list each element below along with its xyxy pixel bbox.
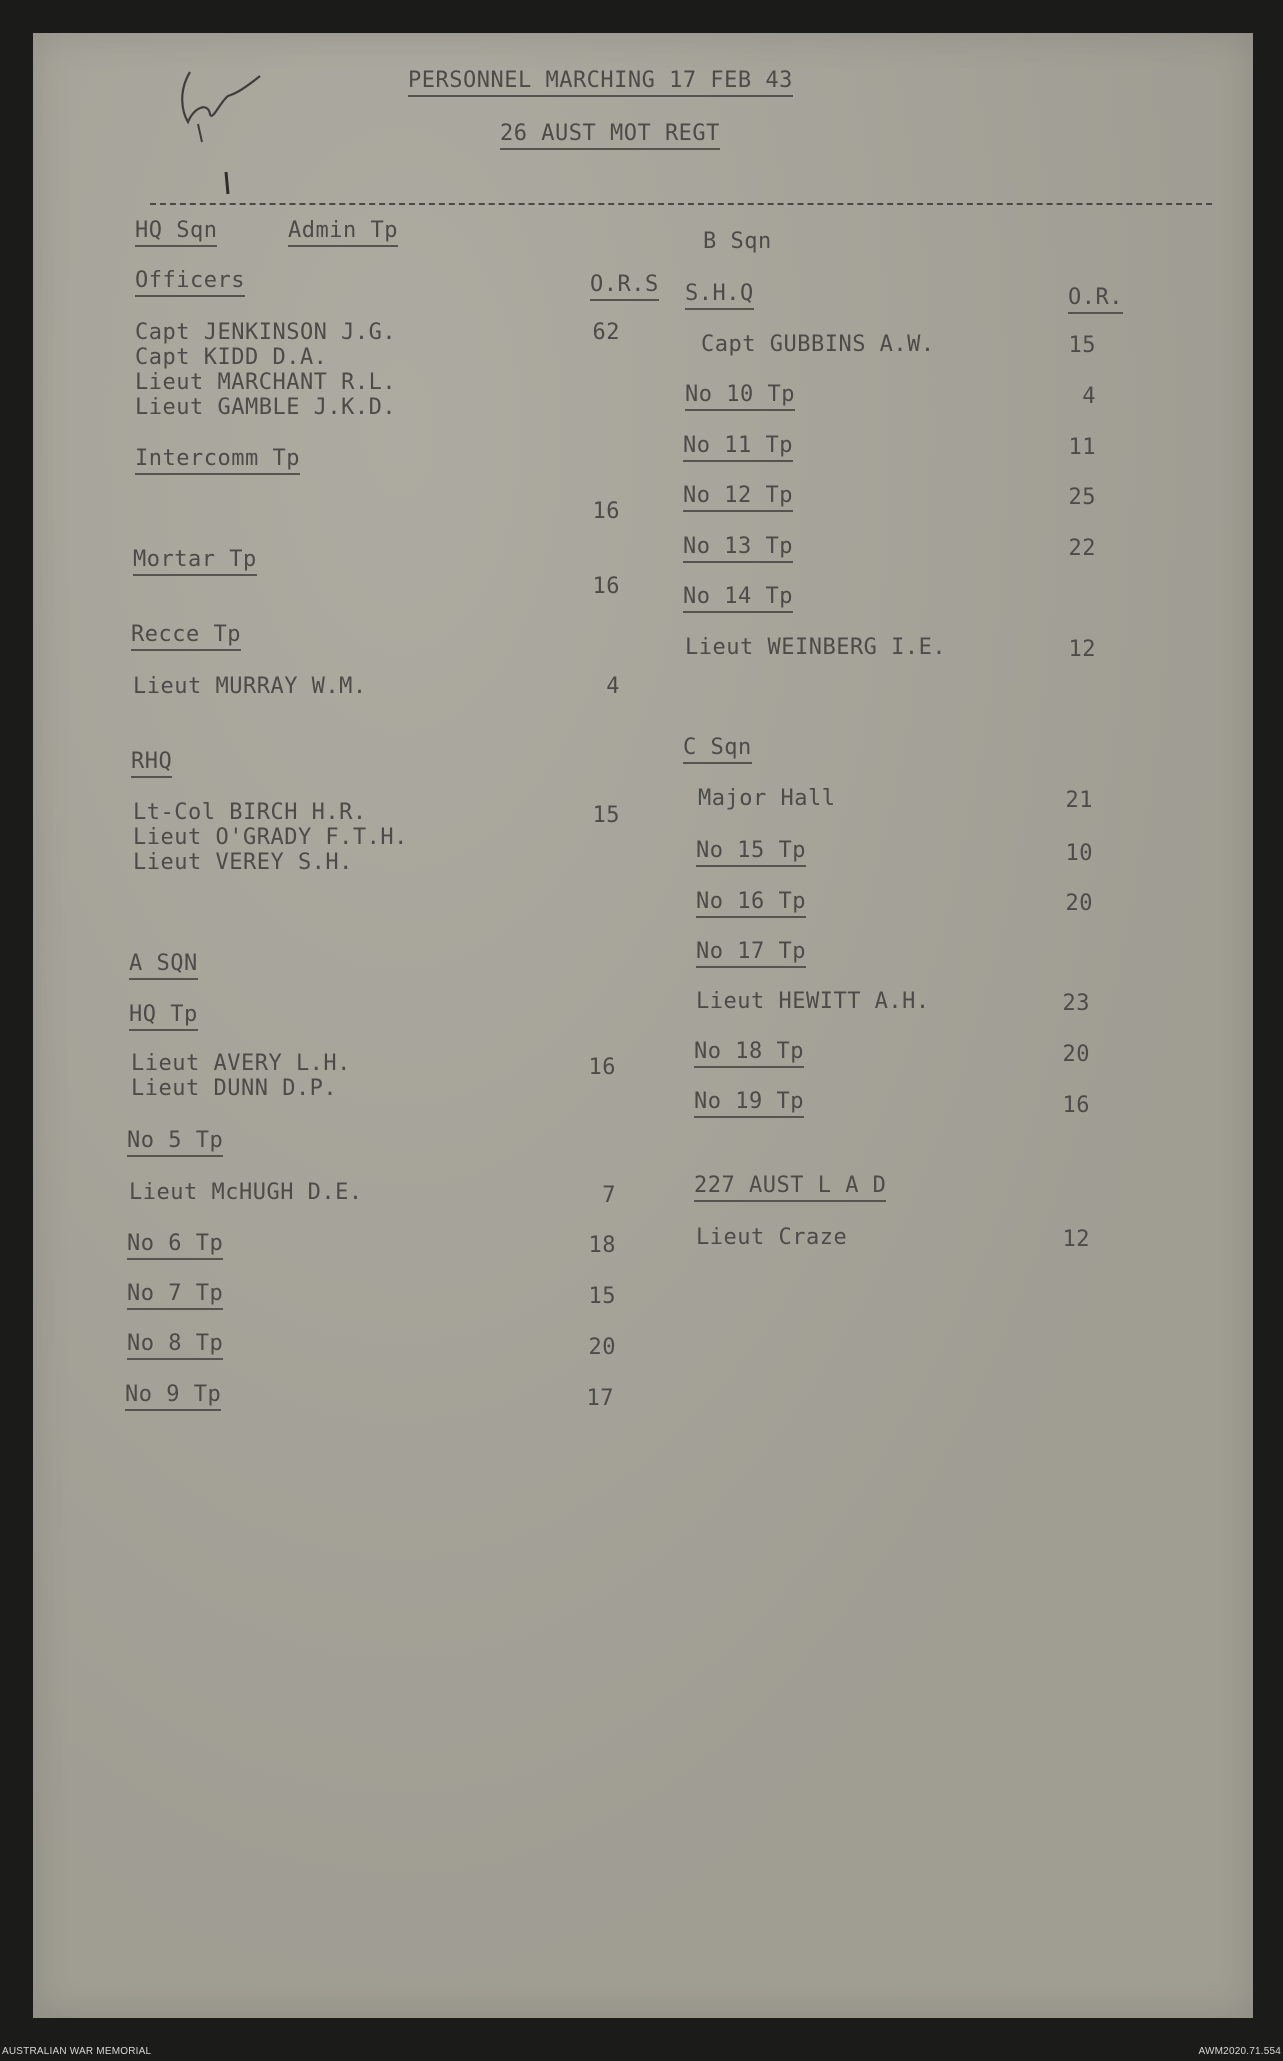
officer-line: Capt JENKINSON J.G. xyxy=(135,320,397,345)
count: 21 xyxy=(1065,788,1093,813)
count: 18 xyxy=(588,1233,616,1258)
officer-line: Capt KIDD D.A. xyxy=(135,345,328,370)
page-title: PERSONNEL MARCHING 17 FEB 43 xyxy=(408,70,793,97)
count: 22 xyxy=(1068,536,1096,561)
troop-label: No 14 Tp xyxy=(683,586,793,613)
officer-line: Lieut GAMBLE J.K.D. xyxy=(135,395,397,420)
count: 20 xyxy=(1065,891,1093,916)
count: 12 xyxy=(1062,1227,1090,1252)
troop-label: No 16 Tp xyxy=(696,891,806,918)
mortar-heading: Mortar Tp xyxy=(133,549,257,576)
officer-line: Lieut AVERY L.H. xyxy=(131,1051,351,1076)
officer-line: Lieut McHUGH D.E. xyxy=(129,1180,363,1205)
troop-label: No 12 Tp xyxy=(683,485,793,512)
recce-heading: Recce Tp xyxy=(131,624,241,651)
lad-heading: 227 AUST L A D xyxy=(694,1175,886,1202)
handwritten-initials xyxy=(168,62,308,212)
troop-label: No 7 Tp xyxy=(127,1283,223,1310)
troop-label: No 11 Tp xyxy=(683,435,793,462)
officer-line: Lieut HEWITT A.H. xyxy=(696,989,930,1014)
troop-label: No 18 Tp xyxy=(694,1041,804,1068)
count: 4 xyxy=(606,674,620,699)
footer-id: AWM2020.71.554 xyxy=(1198,2046,1281,2057)
officers-heading: Officers xyxy=(135,270,245,297)
count: 16 xyxy=(592,499,620,524)
count: 20 xyxy=(588,1335,616,1360)
rhq-heading: RHQ xyxy=(131,751,172,778)
count: 15 xyxy=(592,803,620,828)
count: 12 xyxy=(1068,637,1096,662)
footer-source: AUSTRALIAN WAR MEMORIAL xyxy=(2,2046,152,2057)
hq-sqn-heading: HQ Sqn xyxy=(135,220,217,247)
count: 62 xyxy=(592,320,620,345)
count: 23 xyxy=(1062,991,1090,1016)
officer-line: Lieut WEINBERG I.E. xyxy=(685,635,947,660)
count: 4 xyxy=(1082,384,1096,409)
admin-tp-heading: Admin Tp xyxy=(288,220,398,247)
a-sqn-heading: A SQN xyxy=(129,953,198,980)
officer-line: Lt-Col BIRCH H.R. xyxy=(133,800,367,825)
count: 7 xyxy=(602,1183,616,1208)
b-sqn-heading: B Sqn xyxy=(703,229,772,254)
no5-heading: No 5 Tp xyxy=(127,1130,223,1157)
intercomm-heading: Intercomm Tp xyxy=(135,448,300,475)
count: 15 xyxy=(1068,333,1096,358)
officer-line: Lieut O'GRADY F.T.H. xyxy=(133,825,408,850)
count: 16 xyxy=(588,1055,616,1080)
officer-line: Lieut Craze xyxy=(696,1225,848,1250)
troop-label: No 15 Tp xyxy=(696,840,806,867)
officer-line: Lieut VEREY S.H. xyxy=(133,850,353,875)
officer-line: Capt GUBBINS A.W. xyxy=(701,332,935,357)
c-sqn-heading: C Sqn xyxy=(683,737,752,764)
troop-label: No 6 Tp xyxy=(127,1233,223,1260)
officer-line: Lieut MARCHANT R.L. xyxy=(135,370,397,395)
officer-line: Lieut DUNN D.P. xyxy=(131,1076,338,1101)
horizontal-rule xyxy=(150,203,1212,205)
count: 11 xyxy=(1068,435,1096,460)
officer-line: Major Hall xyxy=(698,786,836,811)
officer-line: Lieut MURRAY W.M. xyxy=(133,674,367,699)
count: 20 xyxy=(1062,1042,1090,1067)
ors-heading: O.R.S xyxy=(590,274,659,301)
count: 17 xyxy=(586,1386,614,1411)
hq-tp-heading: HQ Tp xyxy=(129,1004,198,1031)
troop-label: No 13 Tp xyxy=(683,536,793,563)
shq-heading: S.H.Q xyxy=(685,283,754,310)
count: 16 xyxy=(592,574,620,599)
troop-label: No 10 Tp xyxy=(685,384,795,411)
count: 15 xyxy=(588,1284,616,1309)
count: 10 xyxy=(1065,841,1093,866)
troop-label: No 17 Tp xyxy=(696,941,806,968)
unit-title: 26 AUST MOT REGT xyxy=(500,123,720,150)
or-heading: O.R. xyxy=(1068,287,1123,314)
count: 16 xyxy=(1062,1093,1090,1118)
count: 25 xyxy=(1068,485,1096,510)
troop-label: No 9 Tp xyxy=(125,1384,221,1411)
troop-label: No 19 Tp xyxy=(694,1091,804,1118)
troop-label: No 8 Tp xyxy=(127,1333,223,1360)
